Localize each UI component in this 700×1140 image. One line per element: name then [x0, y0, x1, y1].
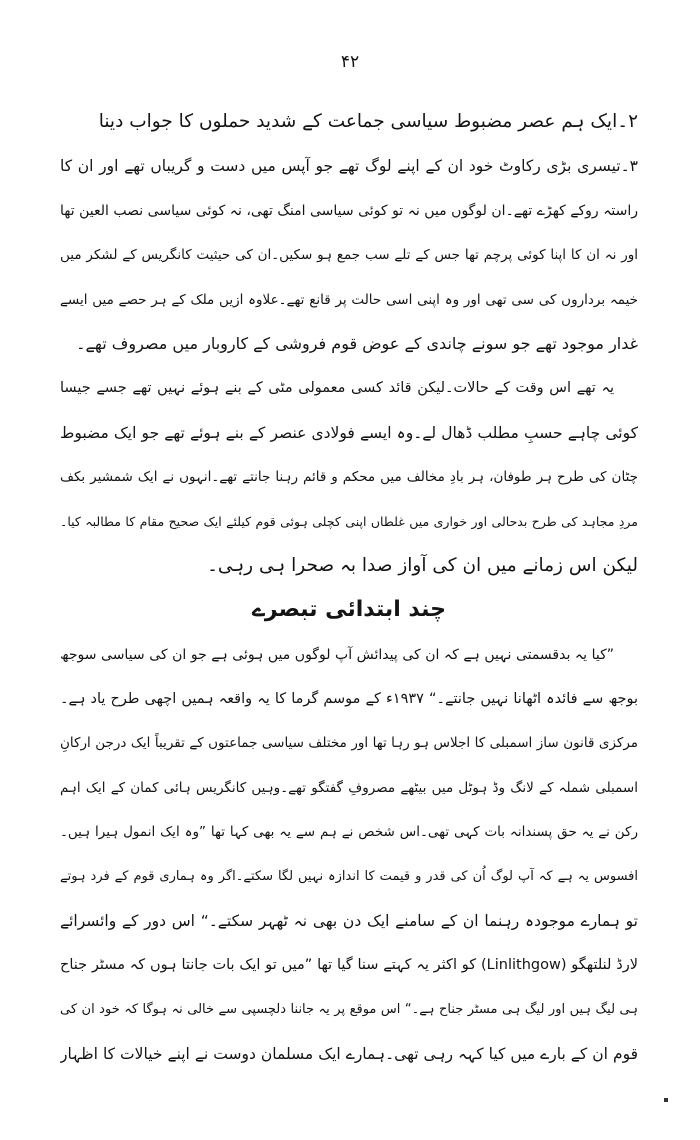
text-line: خیمہ برداروں کی سی تھی اور وہ اپنی اسی حالت پر قانع تھے۔علاوہ ازیں ملک کے ہر حصے میں ایسے — [60, 291, 638, 308]
text-line: غدار موجود تھے جو سونے چاندی کے عوض قوم فروشی کے کاروبار میں مصروف تھے۔ — [76, 333, 638, 353]
page-text — [60, 100, 638, 1077]
margin-dot — [664, 1098, 668, 1102]
text-line: افسوس یہ ہے کہ آپ لوگ اُن کی قدر و قیمت کا اندازہ نہیں لگا سکتے۔اگر وہ ہماری قوم کے فرد ہوتے — [60, 868, 638, 884]
text-line: یہ تھے اس وقت کے حالات۔لیکن قائد کسی معمولی مٹی کے بنے ہوئے نہیں تھے جسے جیسا — [60, 380, 614, 397]
text-line: لیکن اس زمانے میں ان کی آواز صدا بہ صحرا ہی رہی۔ — [207, 554, 638, 576]
text-line: ۲۔ایک ہم عصر مضبوط سیاسی جماعت کے شدید حملوں کا جواب دینا — [98, 111, 638, 132]
text-line: راستہ روکے کھڑے تھے۔ان لوگوں میں نہ تو کوئی سیاسی امنگ تھی، نہ کوئی سیاسی نصب العین تھا — [60, 202, 638, 219]
text-line: رکن نے یہ حق پسندانہ بات کہی تھی۔اس شخص نے ہم سے یہ بھی کہا تھا ”وہ ایک انمول ہیرا ہیں۔ — [60, 824, 638, 841]
page-number: ۴۲ — [340, 52, 360, 72]
text-line: بوجھ سے فائدہ اٹھانا نہیں جانتے۔“ ۱۹۳۷ء کے موسم گرما کا یہ واقعہ ہمیں اچھی طرح یاد ہے۔ — [60, 691, 638, 708]
text-line: ہی لیگ ہیں اور لیگ ہی مسٹر جناح ہے۔“ اس موقع پر یہ جاننا دلچسپی سے خالی نہ ہوگا کہ خود ان کی — [60, 1001, 638, 1017]
text-line: اسمبلی شملہ کے لانگ وڈ ہوٹل میں بیٹھے مصروفِ گفتگو تھے۔وہیں کانگریس ہائی کمان کے ایک اہم — [60, 779, 638, 796]
text-line: ”کیا یہ بدقسمتی نہیں ہے کہ ان کی پیدائش آپ لوگوں میں ہوئی ہے جو ان کی سیاسی سوجھ — [60, 646, 614, 663]
text-line: اور نہ ان کا اپنا کوئی پرچم تھا جس کے تلے سب جمع ہو سکیں۔ان کی حیثیت کانگریس کے لشکر میں — [60, 247, 638, 264]
text-line: قوم ان کے بارے میں کیا کہہ رہی تھی۔ہمارے ایک مسلمان دوست نے اپنے خیالات کا اظہار — [60, 1045, 638, 1064]
text-line: ۳۔تیسری بڑی رکاوٹ خود ان کے اپنے لوگ تھے جو آپس میں دست و گریباں تھے اور ان کا — [60, 157, 638, 176]
text-line: تو ہمارے موجودہ رہنما ان کے سامنے ایک دن بھی نہ ٹھہر سکتے۔“ اس دور کے وائسرائے — [60, 912, 638, 931]
text-line: لارڈ لنلتھگو (Linlithgow) کو اکثر یہ کہتے سنا گیا تھا ”میں تو ایک بات جانتا ہوں کہ مسٹر جناح — [60, 957, 638, 974]
text-line: مردِ مجاہد کی طرح بدحالی اور خواری میں غلطاں اپنی کچلی ہوئی قوم کیلئے ایک صحیح مقام کا مطالبہ کیا۔ — [60, 513, 638, 529]
text-line: مرکزی قانون ساز اسمبلی کا اجلاس ہو رہا تھا اور مختلف سیاسی جماعتوں کے تقریباً ایک درجن ارکانِ — [60, 735, 638, 752]
section-heading: چند ابتدائی تبصرے — [252, 597, 446, 623]
text-line: کوئی چاہے حسبِ مطلب ڈھال لے۔وہ ایسے فولادی عنصر کے بنے ہوئے تھے جو ایک مضبوط — [60, 423, 638, 442]
text-line: چٹان کی طرح ہر طوفان، ہر بادِ مخالف میں محکم و قائم رہنا جانتے تھے۔انہوں نے ایک شمشیر بکف — [60, 469, 638, 486]
